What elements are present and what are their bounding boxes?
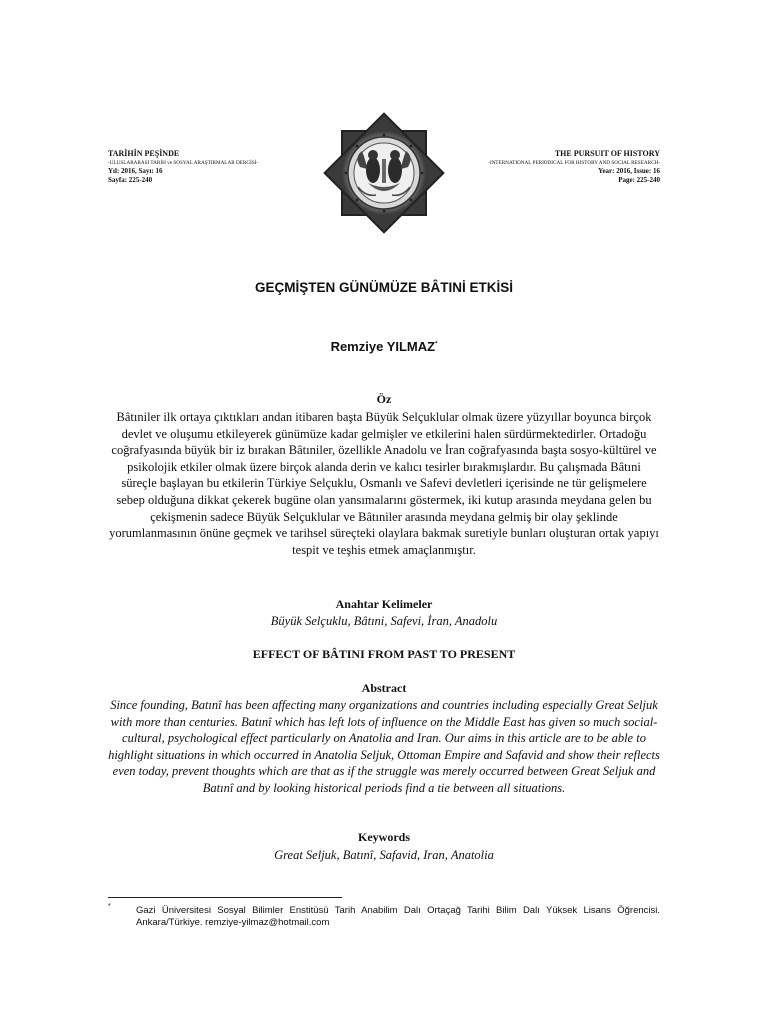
author-name: Remziye YILMAZ [330,339,436,354]
journal-title-tr: TARİHİN PEŞİNDE [108,149,180,158]
article-author [0,339,768,354]
journal-title-en: THE PURSUIT OF HISTORY [554,149,660,158]
journal-pages-tr: Sayfa: 225-240 [108,175,153,184]
footnote-text: Gazi Üniversitesi Sosyal Bilimler Enstitüsü Tarih Anabilim Dalı Ortaçağ Tarihi Bilim Dalı Yüksek Lisans Öğrencisi. Ankara/Türkiye. remziye-yilmaz@hotmail.com [136,905,660,928]
article-title: GEÇMİŞTEN GÜNÜMÜZE BÂTINİ ETKİSİ [254,280,513,295]
keywords-en-heading: Keywords [358,830,410,844]
journal-subtitle-tr: -ULUSLARARASI TARİH ve SOSYAL ARAŞTIRMALAR DERGİSİ- [108,159,259,166]
journal-year-issue-en: Year: 2016, Issue: 16 [598,167,660,175]
english-title: EFFECT OF BÂTINI FROM PAST TO PRESENT [252,647,516,661]
journal-header-left [108,150,323,184]
footnote-mark: * [108,903,111,910]
journal-emblem-icon [323,112,445,234]
author-footnote-mark: * [435,341,438,348]
keywords-en-text: Great Seljuk, Batınî, Safavid, Iran, Anatolia [274,848,494,862]
abstract-text: Since founding, Batınî has been affecting many organizations and countries including especially Great Seljuk with more than centuries. Batınî which has left lots of influence on the Middle East has given so much social-cultural, psychological effect particularly on Anatolia and Iran. Our aims in this article are to be able to highlight situations in which occurred in Anatolia Seljuk, Ottoman Empire and Safavid and show their reflects even today, prevent thoughts which are that as if the struggle was merely occurred between Great Seljuk and Batınî and by looking historical periods find a tie between all situations. [108,698,660,795]
journal-pages-en: Page: 225-240 [618,175,660,184]
oz-heading: Öz [376,392,392,406]
journal-year-issue-tr: Yıl: 2016, Sayı: 16 [108,167,163,175]
journal-header-right [445,150,660,184]
oz-text: Bâtıniler ilk ortaya çıktıkları andan itibaren başta Büyük Selçuklular olmak üzere yüzyıllar boyunca birçok devlet ve oluşumu etkileyerek günümüze kadar gelmişler ve etkilerini halen sürdürmektedirler. Ortadoğu coğrafyasında büyük bir iz bırakan Bâtıniler, özellikle Anadolu ve İran coğrafyasında başta sosyo-kültürel ve psikolojik etkiler olmak üzere birçok alanda derin ve kalıcı tesirler bırakmışlardır. Bu çalışmada Bâtıni süreçle başlayan bu etkilerin Türkiye Selçuklu, Osmanlı ve Safevi devletleri içerisinde ne tür gelişmelere sebep olduğuna dikkat çekerek bugüne olan yansımalarını göstermek, iki kutup arasında meydana gelen bu çekişmenin sadece Büyük Selçuklular ve Bâtıniler arasında meydana gelmiş bir olay şeklinde yorumlanmasının önüne geçmek ve tarihsel süreçteki olaylara bakmak suretiyle bunları oluşturan ortak yapıyı tespit ve teşhis etmek amaçlanmıştır. [109,410,659,557]
keywords-tr-heading: Anahtar Kelimeler [335,597,433,611]
abstract-heading: Abstract [361,681,407,695]
journal-subtitle-en: -INTERNATIONAL PERIODICAL FOR HISTORY AND SOCIAL RESEARCH- [488,159,660,166]
footnote-rule [108,897,342,898]
keywords-tr-text: Büyük Selçuklu, Bâtıni, Safevi, İran, Anadolu [270,614,498,628]
